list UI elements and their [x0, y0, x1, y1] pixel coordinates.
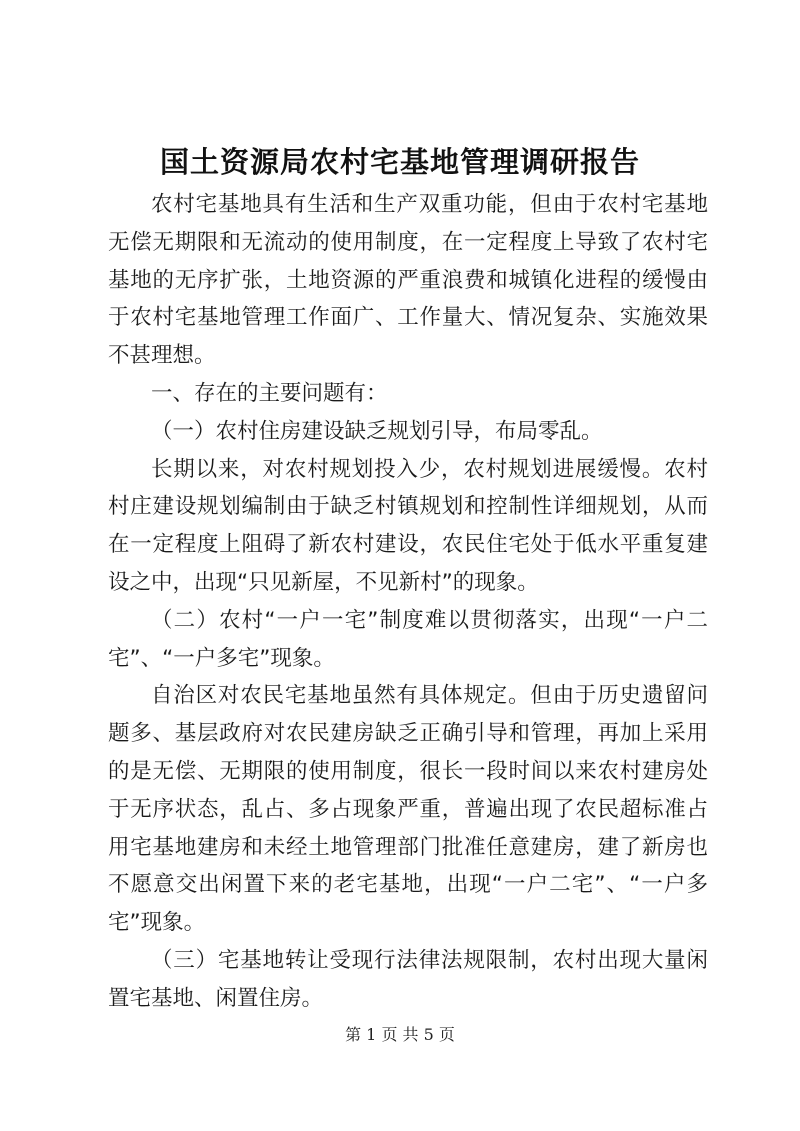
- paragraph-intro: 农村宅基地具有生活和生产双重功能，但由于农村宅基地无偿无期限和无流动的使用制度，在一定程度上导致了农村宅基地的无序扩张，土地资源的严重浪费和城镇化进程的缓慢由于农村宅基地管理工作面广、工作量大、情况复杂、实施效果不甚理想。: [108, 192, 708, 369]
- subheading-one-household-one-lot: （二）农村“一户一宅”制度难以贯彻落实，出现“一户二宅”、“一户多宅”现象。: [108, 607, 708, 671]
- document-body: [108, 186, 708, 1018]
- paragraph-one-household-one-lot: 自治区对农民宅基地虽然有具体规定。但由于历史遗留问题多、基层政府对农民建房缺乏正确引导和管理，再加上采用的是无偿、无期限的使用制度，很长一段时间以来农村建房处于无序状态，乱占、多占现象严重，普遍出现了农民超标准占用宅基地建房和未经土地管理部门批准任意建房，建了新房也不愿意交出闲置下来的老宅基地，出现“一户二宅”、“一户多宅”现象。: [108, 683, 708, 936]
- subheading-transfer-restriction: （三）宅基地转让受现行法律法规限制，农村出现大量闲置宅基地、闲置住房。: [108, 947, 708, 1011]
- subheading-planning: （一）农村住房建设缺乏规划引导，布局零乱。: [151, 418, 603, 444]
- document-title: 国土资源局农村宅基地管理调研报告: [159, 145, 640, 179]
- section-heading-problems: 一、存在的主要问题有：: [151, 380, 388, 406]
- paragraph-planning: 长期以来，对农村规划投入少，农村规划进展缓慢。农村村庄建设规划编制由于缺乏村镇规划和控制性详细规划，从而在一定程度上阻碍了新农村建设，农民住宅处于低水平重复建设之中，出现“只见新屋，不见新村”的现象。: [108, 456, 708, 595]
- page-footer: 第 1 页 共 5 页: [345, 1025, 455, 1044]
